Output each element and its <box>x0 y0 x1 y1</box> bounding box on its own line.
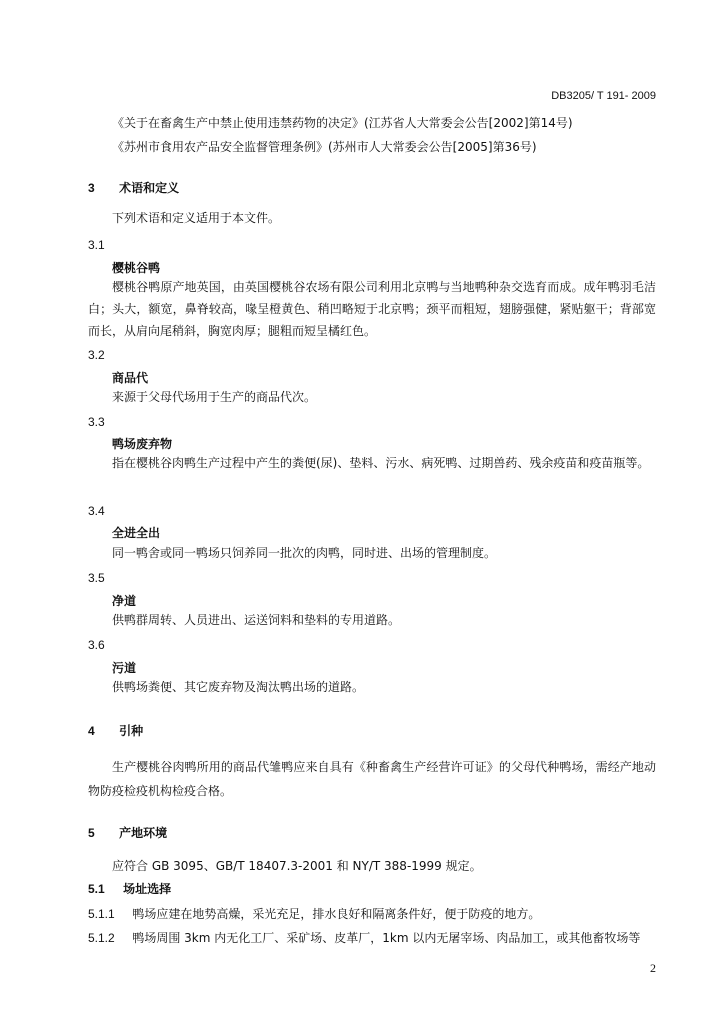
term-name: 全进全出 <box>112 526 161 540</box>
term-number: 3.4 <box>88 504 105 518</box>
term-definition: 樱桃谷鸭原产地英国，由英国樱桃谷农场有限公司利用北京鸭与当地鸭种杂交选育而成。成年鸭羽毛洁白；头大，额宽，鼻脊较高，喙呈橙黄色、稍凹略短于北京鸭；颈平而粗短，翅膀强健，紧贴躯干；背部宽而长，从肩向尾稍斜，胸宽肉厚；腿粗而短呈橘红色。 <box>88 280 656 338</box>
section-number: 4 <box>88 724 95 738</box>
term-definition: 供鸭群周转、人员进出、运送饲料和垫料的专用道路。 <box>112 613 401 627</box>
section-number: 3 <box>88 181 95 195</box>
clause <box>88 930 656 946</box>
section-number: 5 <box>88 826 95 840</box>
reference-line: 《关于在畜禽生产中禁止使用违禁药物的决定》(江苏省人大常委会公告[2002]第14号) <box>112 116 573 130</box>
section-title: 术语和定义 <box>119 181 180 195</box>
clause <box>88 906 540 922</box>
term-name: 商品代 <box>112 371 149 385</box>
standard-code: DB3205/ T 191- 2009 <box>551 90 656 102</box>
term-definition: 指在樱桃谷肉鸭生产过程中产生的粪便(尿)、垫料、污水、病死鸭、过期兽药、残余疫苗和疫苗瓶等。 <box>112 456 650 470</box>
term-number: 3.5 <box>88 571 105 585</box>
term-number: 3.6 <box>88 638 105 652</box>
term-name: 樱桃谷鸭 <box>112 261 161 275</box>
subsection-heading <box>88 881 171 897</box>
clause-text: 鸭场周围 3km 内无化工厂、采矿场、皮革厂，1km 以内无屠宰场、肉品加工，或其他畜牧场等 <box>132 931 641 945</box>
term-definition: 同一鸭舍或同一鸭场只饲养同一批次的肉鸭，同时进、出场的管理制度。 <box>112 546 497 560</box>
section-intro: 下列术语和定义适用于本文件。 <box>112 211 281 225</box>
page-number: 2 <box>650 961 656 975</box>
section-paragraph: 生产樱桃谷肉鸭所用的商品代雏鸭应来自具有《种畜禽生产经营许可证》的父母代种鸭场，需经产地动物防疫检疫机构检疫合格。 <box>88 760 656 798</box>
section-title: 产地环境 <box>119 826 168 840</box>
term-definition: 供鸭场粪便、其它废弃物及淘汰鸭出场的道路。 <box>112 680 365 694</box>
section-heading <box>88 723 143 739</box>
term-number: 3.3 <box>88 415 105 429</box>
term-number: 3.1 <box>88 238 105 252</box>
section-heading <box>88 180 179 196</box>
term-name: 鸭场废弃物 <box>112 437 173 451</box>
term-name: 净道 <box>112 594 137 608</box>
section-title: 引种 <box>119 724 144 738</box>
clause-number: 5.1.1 <box>88 907 115 921</box>
term-number: 3.2 <box>88 348 105 362</box>
clause-text: 鸭场应建在地势高燥，采光充足，排水良好和隔离条件好，便于防疫的地方。 <box>132 907 541 921</box>
section-heading <box>88 825 167 841</box>
clause-number: 5.1.2 <box>88 931 115 945</box>
reference-line: 《苏州市食用农产品安全监督管理条例》(苏州市人大常委会公告[2005]第36号) <box>112 140 537 154</box>
section-paragraph: 应符合 GB 3095、GB/T 18407.3-2001 和 NY/T 388-1999 规定。 <box>112 859 482 873</box>
term-name: 污道 <box>112 661 137 675</box>
term-definition: 来源于父母代场用于生产的商品代次。 <box>112 390 317 404</box>
subsection-title: 场址选择 <box>123 882 172 896</box>
subsection-number: 5.1 <box>88 882 105 896</box>
